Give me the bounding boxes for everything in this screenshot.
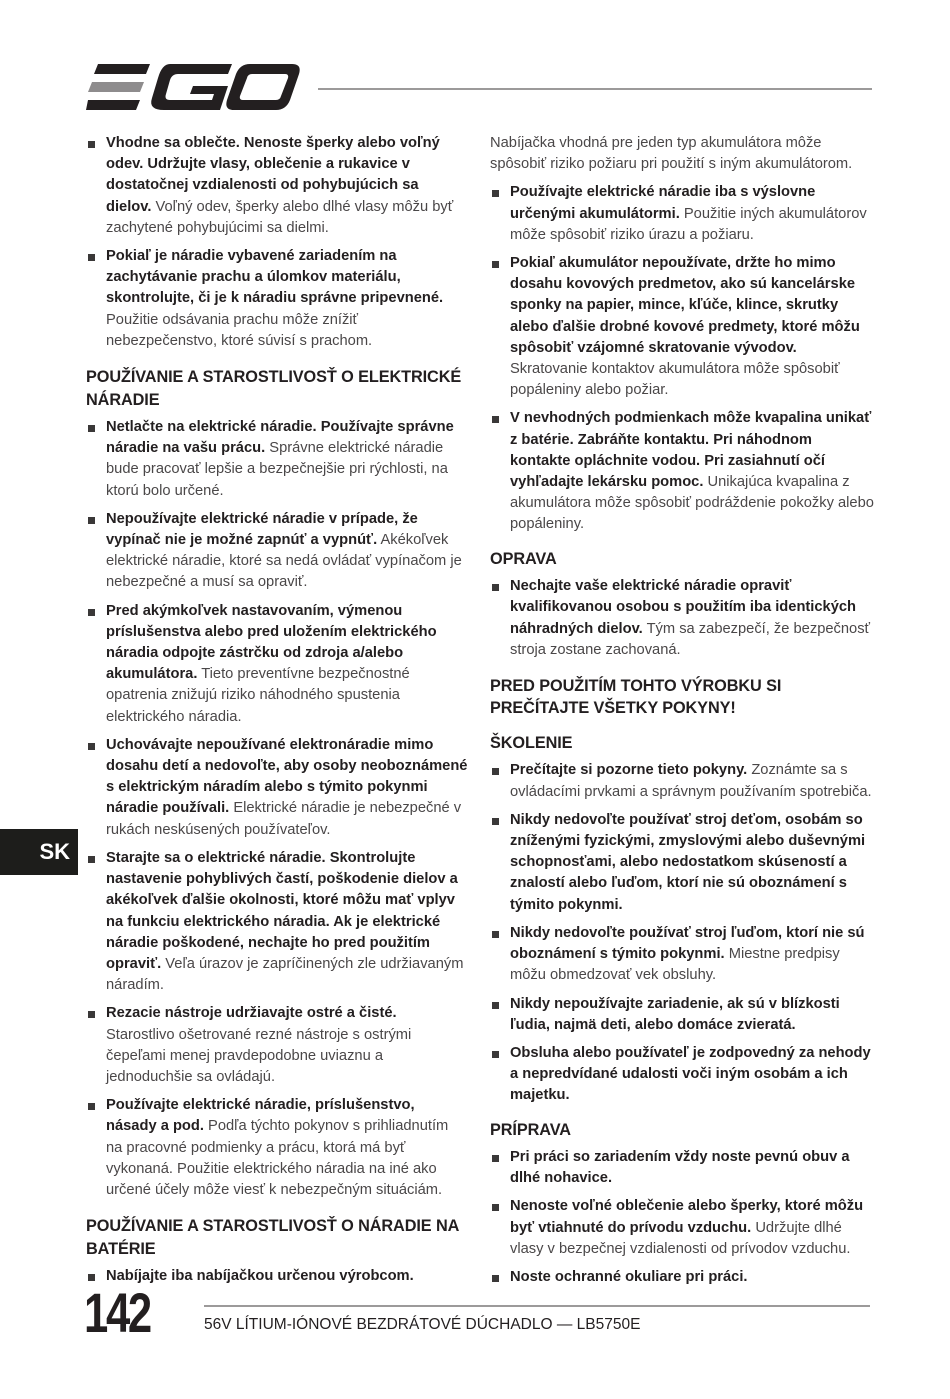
list-item: Používajte elektrické náradie iba s výslovne určenými akumulátormi. Použitie iných akumulátorov môže spôsobiť riziko úrazu a požiaru. — [490, 182, 874, 246]
section-heading: PRÍPRAVA — [490, 1120, 571, 1139]
section-heading: ŠKOLENIE — [490, 733, 573, 752]
list-item: Obsluha alebo používateľ je zodpovedný za nehody a nepredvídané udalosti voči iným osobám a ich majetku. — [490, 1043, 874, 1107]
list-item: Nikdy nepoužívajte zariadenie, ak sú v blízkosti ľudia, najmä deti, alebo domáce zvieratá. — [490, 994, 874, 1036]
bullet-icon — [492, 768, 499, 775]
section-heading: OPRAVA — [490, 549, 557, 568]
bullet-icon — [88, 856, 95, 863]
list-item: Nikdy nedovoľte používať stroj ľuďom, ktorí nie sú oboznámení s týmito pokynmi. Miestne predpisy môžu obmedzovať vek obsluhy. — [490, 923, 874, 987]
bullet-icon — [88, 425, 95, 432]
list-item: Vhodne sa oblečte. Nenoste šperky alebo voľný odev. Udržujte vlasy, oblečenie a rukavice v dostatočnej vzdialenosti od pohybujúcich sa dielov. Voľný odev, šperky alebo dlhé vlasy môžu byť zachytené pohybujúcimi sa dielmi. — [86, 133, 468, 239]
language-tab: SK — [0, 829, 78, 875]
bullet-icon — [492, 1204, 499, 1211]
bullet-icon — [492, 261, 499, 268]
right-column — [490, 133, 874, 1295]
bullet-icon — [88, 609, 95, 616]
footer-title: 56V LÍTIUM-IÓNOVÉ BEZDRÁTOVÉ DÚCHADLO — LB5750E — [204, 1316, 641, 1333]
list-item: Nechajte vaše elektrické náradie opraviť kvalifikovanou osobou s použitím iba identických náhradných dielov. Tým sa zabezpečí, že bezpečnosť stroja zostane zachovaná. — [490, 576, 874, 661]
bullet-icon — [492, 931, 499, 938]
list-item: V nevhodných podmienkach môže kvapalina unikať z batérie. Zabráňte kontaktu. Pri náhodnom kontakte opláchnite vodou. Pri zasiahnutí očí vyhľadajte lekársku pomoc. Unikajúca kvapalina z akumulátora môže spôsobiť podráždenie pokožky alebo popáleniny. — [490, 408, 874, 535]
list-item: Nepoužívajte elektrické náradie v prípade, že vypínač nie je možné zapnúť a vypnúť. Akékoľvek elektrické náradie, ktoré sa nedá ovládať vypínačom je nebezpečné a musí sa opraviť. — [86, 509, 468, 594]
bullet-icon — [88, 517, 95, 524]
list-item: Pred akýmkoľvek nastavovaním, výmenou príslušenstva alebo pred uložením elektrického náradia odpojte zástrčku od zdroja a/alebo akumulátora. Tieto preventívne bezpečnostné opatrenia znižujú riziko náhodného spustenia elektrického náradia. — [86, 601, 468, 728]
bullet-icon — [88, 141, 95, 148]
section-heading: POUŽÍVANIE A STAROSTLIVOSŤ O ELEKTRICKÉ NÁRADIE — [86, 368, 462, 409]
bullet-icon — [88, 1103, 95, 1110]
section-heading: POUŽÍVANIE A STAROSTLIVOSŤ O NÁRADIE NA BATÉRIE — [86, 1217, 459, 1258]
list-item: Starajte sa o elektrické náradie. Skontrolujte nastavenie pohyblivých častí, poškodenie dielov a akékoľvek ďalšie okolnosti, ktoré môžu mať vplyv na funkciu elektrického náradia. Ak je elektrické náradie poškodené, nechajte ho pred použitím opraviť. Veľa úrazov je zapríčinených zle udržiavaným náradím. — [86, 848, 468, 996]
left-column — [86, 133, 468, 1294]
bullet-icon — [492, 584, 499, 591]
list-item: Uchovávajte nepoužívané elektronáradie mimo dosahu detí a nedovoľte, aby osoby neoboznámené s elektrickým náradím alebo s týmito pokynmi náradie používali. Elektrické náradie je nebezpečné v rukách neskúsených používateľov. — [86, 735, 468, 841]
list-item: Pokiaľ akumulátor nepoužívate, držte ho mimo dosahu kovových predmetov, ako sú kancelárske sponky na papier, mince, kľúče, klince, skrutky alebo ďalšie drobné kovové predmety, ktoré môžu spôsobiť vzájomné skratovanie vývodov. Skratovanie kontaktov akumulátora môže spôsobiť popáleniny alebo požiar. — [490, 253, 874, 401]
list-item: Pri práci so zariadením vždy noste pevnú obuv a dlhé nohavice. — [490, 1147, 874, 1189]
page-number: 142 — [84, 1281, 150, 1344]
bullet-icon — [492, 1155, 499, 1162]
bullet-icon — [492, 1051, 499, 1058]
list-item: Netlačte na elektrické náradie. Používajte správne náradie na vašu prácu. Správne elektrické náradie bude pracovať lepšie a bezpečnejšie pri rýchlosti, na ktorú bolo určené. — [86, 417, 468, 502]
footer-rule — [204, 1305, 870, 1307]
bullet-icon — [88, 743, 95, 750]
bullet-icon — [88, 1011, 95, 1018]
list-item: Pokiaľ je náradie vybavené zariadením na zachytávanie prachu a úlomkov materiálu, skontrolujte, či je k náradiu správne pripevnené. Použitie odsávania prachu môže znížiť nebezpečenstvo, ktoré súvisí s prachom. — [86, 246, 468, 352]
bullet-icon — [88, 254, 95, 261]
list-item: Používajte elektrické náradie, príslušenstvo, násady a pod. Podľa týchto pokynov s prihliadnutím na pracovné podmienky a prácu, ktorá má byť vykonaná. Použitie elektrického náradia na iné ako určené účely môže viesť k nebezpečným situáciám. — [86, 1095, 468, 1201]
list-item: Prečítajte si pozorne tieto pokyny. Zoznámte sa s ovládacími prvkami a správnym používaním spotrebiča. — [490, 760, 874, 802]
bullet-icon — [492, 818, 499, 825]
bullet-icon — [492, 1275, 499, 1282]
bullet-icon — [492, 416, 499, 423]
bullet-icon — [492, 1002, 499, 1009]
list-item: Noste ochranné okuliare pri práci. — [490, 1267, 874, 1288]
list-item: Nabíjajte iba nabíjačkou určenou výrobcom. — [86, 1266, 468, 1287]
intro-paragraph: Nabíjačka vhodná pre jeden typ akumulátora môže spôsobiť riziko požiaru pri použití s iným akumulátorom. — [490, 135, 853, 173]
list-item: Nikdy nedovoľte používať stroj deťom, osobám so zníženými fyzickými, zmyslovými alebo duševnými schopnosťami, alebo nedostatkom skúseností a znalostí alebo ľuďom, ktorí nie sú oboznámení s týmito pokynmi. — [490, 810, 874, 916]
bullet-icon — [492, 190, 499, 197]
header-rule — [318, 88, 872, 90]
list-item: Rezacie nástroje udržiavajte ostré a čisté. Starostlivo ošetrované rezné nástroje s ostrými čepeľami menej pravdepodobne uviaznu a jednoduchšie sa ovládajú. — [86, 1003, 468, 1088]
section-heading: PRED POUŽITÍM TOHTO VÝROBKU SI PREČÍTAJTE VŠETKY POKYNY! — [490, 676, 782, 718]
list-item: Nenoste voľné oblečenie alebo šperky, ktoré môžu byť vtiahnuté do prívodu vzduchu. Udržujte dlhé vlasy v bezpečnej vzdialenosti od prívodov vzduchu. — [490, 1196, 874, 1260]
ego-logo — [86, 62, 300, 112]
